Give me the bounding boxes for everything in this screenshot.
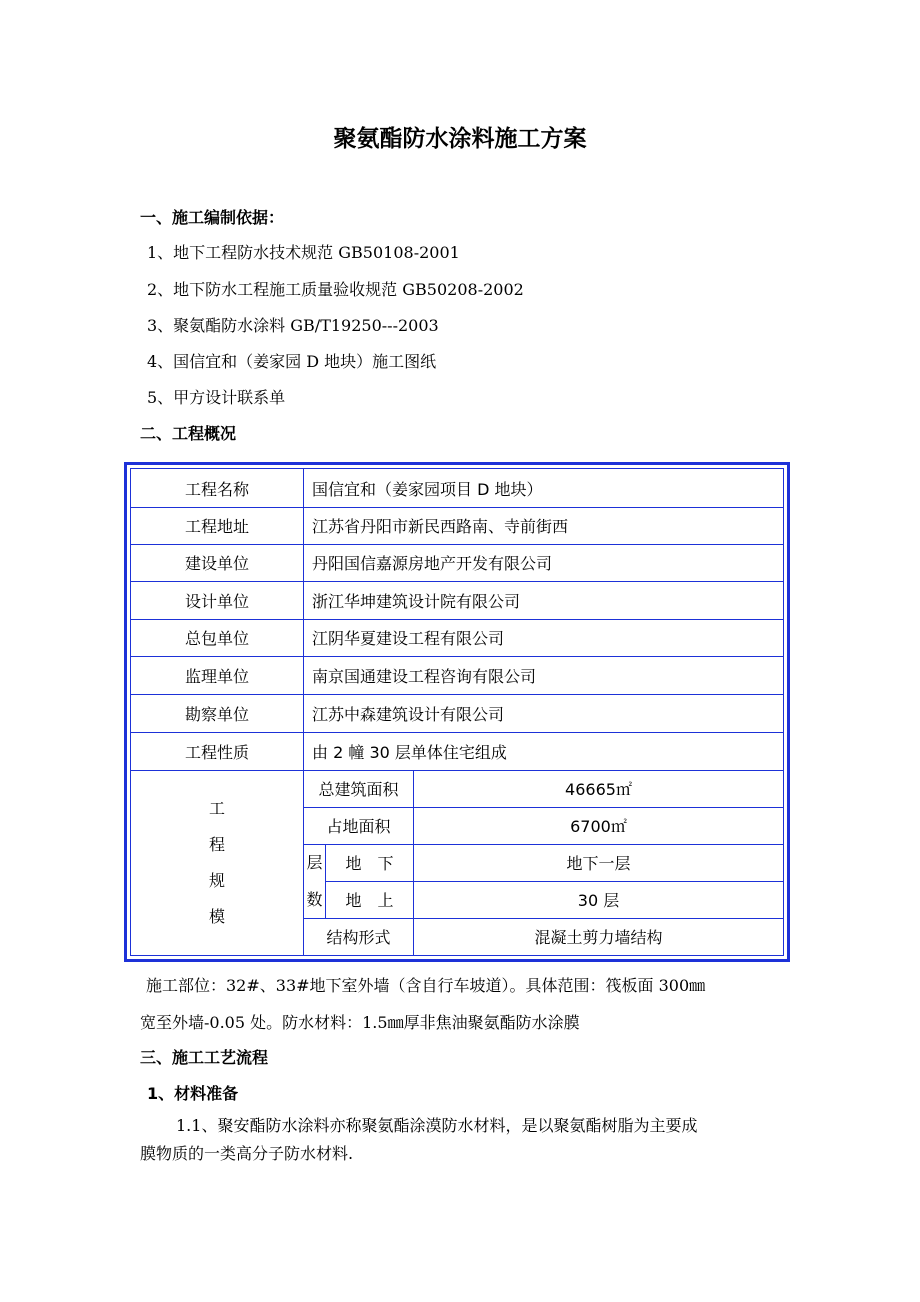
above-ground-value: 30 层 xyxy=(577,891,620,910)
basis-item: 3、聚氨酯防水涂料 GB/T19250---2003 xyxy=(147,316,439,335)
page-title: 聚氨酯防水涂料施工方案 xyxy=(333,126,587,152)
scale-char: 工 xyxy=(208,798,225,818)
materials-para-line2: 膜物质的一类高分子防水材料. xyxy=(140,1144,354,1163)
scope-note-line2: 宽至外墙-0.05 处。防水材料：1.5㎜厚非焦油聚氨酯防水涂膜 xyxy=(140,1013,580,1032)
scale-label xyxy=(131,770,303,955)
basis-item: 2、地下防水工程施工质量验收规范 GB50208-2002 xyxy=(147,280,524,299)
land-area-value: 6700㎡ xyxy=(570,817,627,836)
project-overview-table xyxy=(124,462,790,962)
materials-para-line1: 1.1、聚安酯防水涂料亦称聚氨酯涂漠防水材料，是以聚氨酯树脂为主要成 xyxy=(176,1116,698,1135)
structure-value: 混凝土剪力墙结构 xyxy=(534,928,663,947)
row-label-name: 工程名称 xyxy=(184,479,249,499)
scale-char: 规 xyxy=(208,870,225,890)
basis-item: 5、甲方设计联系单 xyxy=(147,388,286,407)
materials-heading: 1、材料准备 xyxy=(147,1084,239,1103)
basis-item: 1、地下工程防水技术规范 GB50108-2001 xyxy=(147,243,460,262)
floors-label xyxy=(304,844,325,918)
row-value-contractor: 江阴华夏建设工程有限公司 xyxy=(312,629,505,648)
row-label-nature: 工程性质 xyxy=(184,742,249,762)
scope-note-line1: 施工部位：32#、33#地下室外墙（含自行车坡道）。具体范围：筏板面 300㎜ xyxy=(146,976,706,995)
row-value-address: 江苏省丹阳市新民西路南、寺前街西 xyxy=(312,517,569,536)
basis-item: 4、国信宜和（姜家园 D 地块）施工图纸 xyxy=(147,352,437,371)
row-value-supervisor: 南京国通建设工程咨询有限公司 xyxy=(312,666,537,686)
floors-char: 数 xyxy=(306,890,323,909)
scale-char: 模 xyxy=(208,906,225,926)
total-area-value: 46665㎡ xyxy=(565,780,632,799)
section3-heading: 三、施工工艺流程 xyxy=(140,1048,269,1067)
row-label-address: 工程地址 xyxy=(184,517,249,536)
row-value-owner: 丹阳国信嘉源房地产开发有限公司 xyxy=(312,554,553,573)
floors-char: 层 xyxy=(306,853,323,872)
row-label-supervisor: 监理单位 xyxy=(184,666,249,686)
row-value-nature: 由 2 幢 30 层单体住宅组成 xyxy=(312,742,507,762)
total-area-label: 总建筑面积 xyxy=(318,780,399,799)
structure-label: 结构形式 xyxy=(326,928,391,947)
row-label-designer: 设计单位 xyxy=(184,591,249,611)
section2-heading: 二、工程概况 xyxy=(140,424,237,443)
row-label-owner: 建设单位 xyxy=(184,554,249,573)
section1-heading: 一、施工编制依据： xyxy=(140,208,285,227)
below-ground-value: 地下一层 xyxy=(566,854,631,873)
row-value-survey: 江苏中森建筑设计有限公司 xyxy=(312,704,505,724)
row-value-name: 国信宜和（姜家园项目 D 地块） xyxy=(312,479,543,499)
row-label-survey: 勘察单位 xyxy=(184,704,249,724)
above-ground-label: 地 上 xyxy=(345,891,394,910)
scale-char: 程 xyxy=(208,834,225,854)
row-value-designer: 浙江华坤建筑设计院有限公司 xyxy=(312,591,521,611)
land-area-label: 占地面积 xyxy=(326,817,391,836)
below-ground-label: 地 下 xyxy=(345,854,394,873)
row-label-contractor: 总包单位 xyxy=(184,629,249,648)
